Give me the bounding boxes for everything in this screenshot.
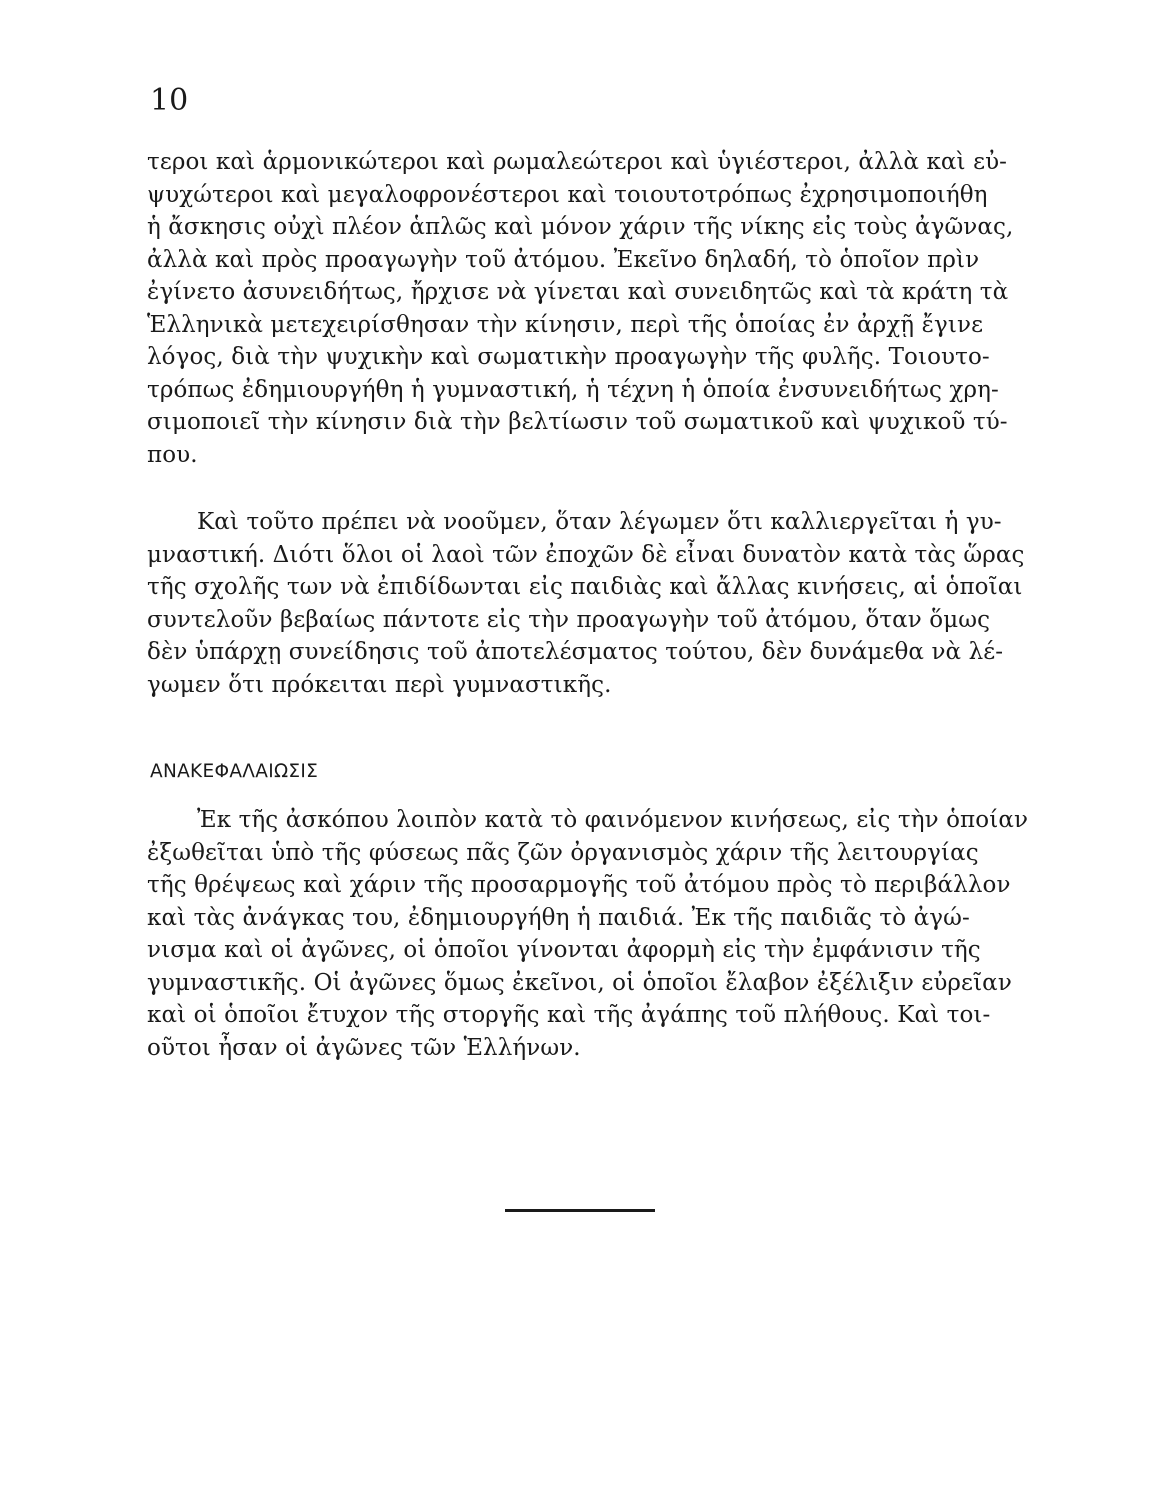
text-line: γυμναστικῆς. Οἱ ἀγῶνες ὅμως ἐκεῖνοι, οἱ ὁποῖοι ἔλαβον ἐξέλιξιν εὐρεῖαν (147, 969, 1012, 996)
text-line: γωμεν ὅτι πρόκειται περὶ γυμναστικῆς. (147, 671, 612, 698)
text-line: τεροι καὶ ἁρμονικώτεροι καὶ ρωμαλεώτεροι καὶ ὑγιέστεροι, ἀλλὰ καὶ εὐ- (147, 149, 1008, 175)
text-line: συντελοῦν βεβαίως πάντοτε εἰς τὴν προαγωγὴν τοῦ ἀτόμου, ὅταν ὅμως (147, 606, 991, 633)
text-line: καὶ οἱ ὁποῖοι ἔτυχον τῆς στοργῆς καὶ τῆς ἀγάπης τοῦ πλήθους. Καὶ τοι- (147, 1002, 991, 1028)
text-line: τρόπως ἐδημιουργήθη ἡ γυμναστική, ἡ τέχνη ἡ ὁποία ἐνσυνειδήτως χρη- (147, 376, 999, 403)
text-line: Ἐκ τῆς ἀσκόπου λοιπὸν κατὰ τὸ φαινόμενον κινήσεως, εἰς τὴν ὁποίαν (197, 807, 1029, 833)
text-line: νισμα καὶ οἱ ἀγῶνες, οἱ ὁποῖοι γίνονται ἀφορμὴ εἰς τὴν ἐμφάνισιν τῆς (147, 937, 981, 963)
text-line: οῦτοι ἦσαν οἱ ἀγῶνες τῶν Ἑλλήνων. (147, 1034, 581, 1061)
section-heading: ΑΝΑΚΕΦΑΛΑΙΩΣΙΣ (150, 761, 319, 782)
text-line: Καὶ τοῦτο πρέπει νὰ νοοῦμεν, ὅταν λέγωμεν ὅτι καλλιεργεῖται ἡ γυ- (197, 509, 1002, 535)
text-line: δὲν ὑπάρχῃ συνείδησις τοῦ ἀποτελέσματος τούτου, δὲν δυνάμεθα νὰ λέ- (147, 639, 1004, 665)
text-line: τῆς σχολῆς των νὰ ἐπιδίδωνται εἰς παιδιὰς καὶ ἄλλας κινήσεις, αἱ ὁποῖαι (147, 574, 1023, 600)
text-line: σιμοποιεῖ τὴν κίνησιν διὰ τὴν βελτίωσιν τοῦ σωματικοῦ καὶ ψυχικοῦ τύ- (147, 409, 1008, 435)
section-end-rule (505, 1209, 655, 1212)
text-line: ψυχώτεροι καὶ μεγαλοφρονέστεροι καὶ τοιουτοτρόπως ἐχρησιμοποιήθη (147, 181, 988, 208)
text-line: Ἑλληνικὰ μετεχειρίσθησαν τὴν κίνησιν, περὶ τῆς ὁποίας ἐν ἀρχῇ ἔγινε (147, 311, 984, 338)
text-line: τῆς θρέψεως καὶ χάριν τῆς προσαρμογῆς τοῦ ἀτόμου πρὸς τὸ περιβάλλον (147, 872, 1011, 898)
page-number: 10 (150, 83, 189, 118)
text-line: μναστική. Διότι ὅλοι οἱ λαοὶ τῶν ἐποχῶν δὲ εἶναι δυνατὸν κατὰ τὰς ὥρας (147, 541, 1025, 568)
text-line: ἐξωθεῖται ὑπὸ τῆς φύσεως πᾶς ζῶν ὀργανισμὸς χάριν τῆς λειτουργίας (147, 839, 979, 866)
text-line: καὶ τὰς ἀνάγκας του, ἐδημιουργήθη ἡ παιδιά. Ἐκ τῆς παιδιᾶς τὸ ἀγώ- (147, 904, 970, 931)
paragraph-2 (147, 506, 1047, 701)
paragraph-1 (147, 146, 1047, 471)
text-line: που. (147, 441, 198, 468)
text-line: ἀλλὰ καὶ πρὸς προαγωγὴν τοῦ ἀτόμου. Ἐκεῖνο δηλαδή, τὸ ὁποῖον πρὶν (147, 246, 980, 273)
summary-paragraph (147, 804, 1047, 1064)
text-line: ἡ ἄσκησις οὐχὶ πλέον ἁπλῶς καὶ μόνον χάριν τῆς νίκης εἰς τοὺς ἀγῶνας, (147, 214, 1014, 240)
text-line: ἐγίνετο ἀσυνειδήτως, ἤρχισε νὰ γίνεται καὶ συνειδητῶς καὶ τὰ κράτη τὰ (147, 279, 1009, 305)
text-line: λόγος, διὰ τὴν ψυχικὴν καὶ σωματικὴν προαγωγὴν τῆς φυλῆς. Τοιουτο- (147, 344, 990, 370)
